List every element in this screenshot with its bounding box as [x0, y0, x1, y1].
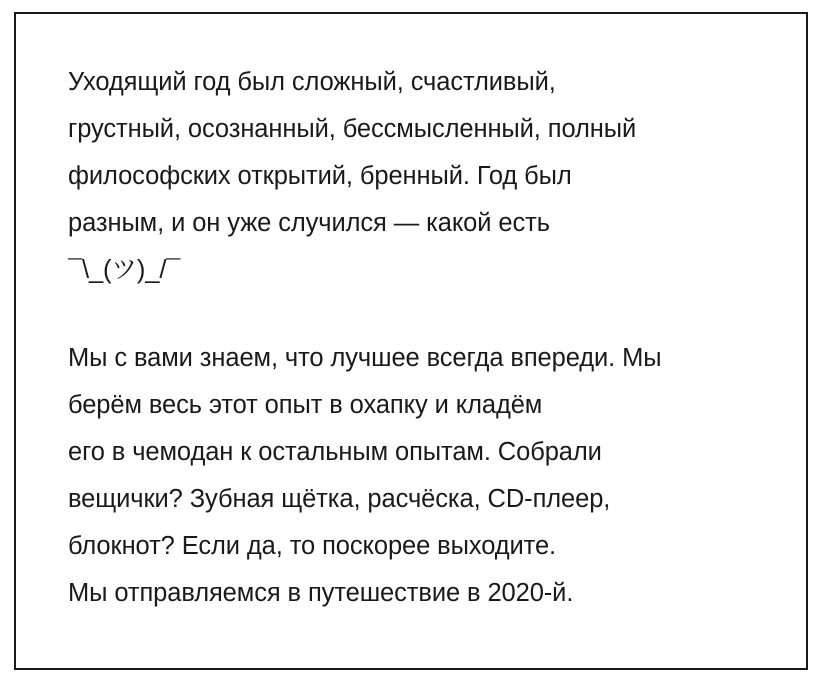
text-line: его в чемодан к остальным опытам. Собрали	[68, 438, 602, 466]
text-card	[14, 12, 808, 670]
paragraph-future	[68, 335, 766, 617]
text-line: блокнот? Если да, то поскорее выходите.	[68, 532, 557, 560]
text-line: вещички? Зубная щётка, расчёска, CD-плеер,	[68, 485, 611, 513]
text-line: Уходящий год был сложный, счастливый,	[68, 68, 556, 96]
text-line: Мы с вами знаем, что лучшее всегда впереди. Мы	[68, 344, 662, 372]
text-line: Мы отправляемся в путешествие в 2020-й.	[68, 579, 574, 607]
shrug-emoticon: ¯\_(ツ)_/¯	[68, 256, 181, 284]
text-line: философских открытий, бренный. Год был	[68, 162, 572, 190]
text-line: грустный, осознанный, бессмысленный, полный	[68, 115, 637, 143]
text-line: разным, и он уже случился — какой есть	[68, 209, 550, 237]
paragraph-year-summary	[68, 59, 766, 294]
text-line: берём весь этот опыт в охапку и кладём	[68, 391, 543, 419]
